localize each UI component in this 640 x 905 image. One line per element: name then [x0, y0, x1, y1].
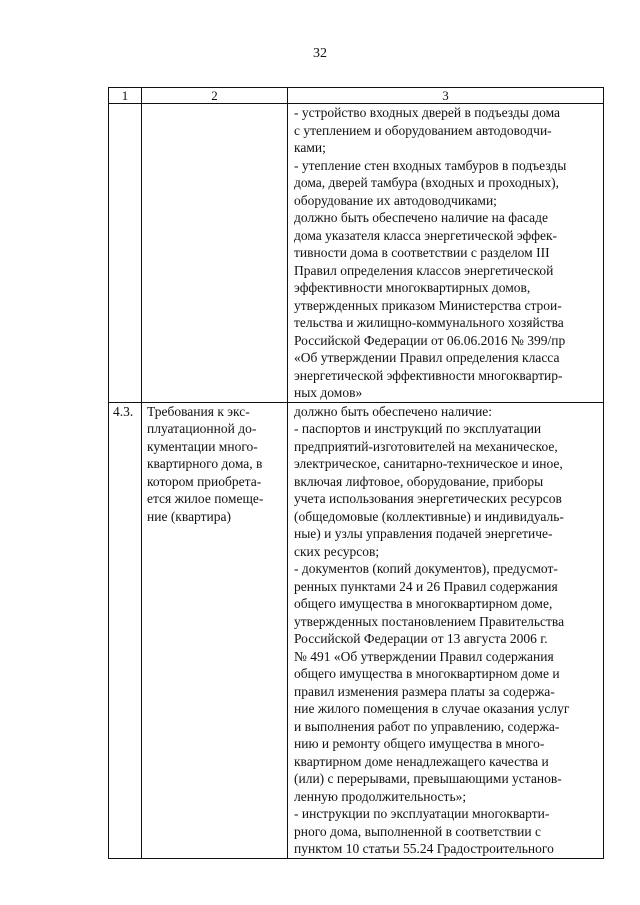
text-line: учета использования энергетических ресурсов — [294, 491, 562, 506]
header-cell-1: 1 — [109, 88, 142, 104]
text-line: с утеплением и оборудованием автодоводчи- — [294, 122, 552, 138]
requirement-name-cell — [142, 402, 288, 858]
text-line: квартирном доме ненадлежащего качества и — [294, 753, 549, 769]
text-line: ленную продолжительность»; — [294, 788, 467, 804]
table-header-row — [109, 88, 604, 104]
text-line: пунктом 10 статьи 55.24 Градостроительного — [294, 841, 554, 856]
text-line: - паспортов и инструкций по эксплуатации — [294, 421, 542, 436]
table-row — [109, 402, 604, 858]
text-line: эффективности многоквартирных домов, — [294, 280, 531, 295]
text-line: котором приобрета- — [147, 473, 262, 489]
text-line: и выполнения работ по управлению, содержа- — [294, 718, 560, 734]
text-line: предприятий-изготовителей на механическое, — [294, 438, 558, 454]
text-line: Требования к экс- — [147, 403, 250, 419]
text-line: Российской Федерации от 13 августа 2006 г. — [294, 631, 548, 646]
text-line: - инструкции по эксплуатации многокварти- — [294, 806, 550, 821]
text-line: общего имущества в многоквартирном доме, — [294, 596, 553, 611]
text-line: электрическое, санитарно-техническое и иное, — [294, 456, 563, 471]
requirements-table — [108, 87, 604, 859]
text-line: утвержденных приказом Министерства строи- — [294, 297, 562, 313]
header-cell-2: 2 — [142, 88, 288, 104]
text-line: ние жилого помещения в случае оказания услуг — [294, 701, 570, 716]
text-line: (общедомовые (коллективные) и индивидуаль- — [294, 508, 564, 524]
text-line: квартирного дома, в — [147, 456, 263, 471]
text-line: Правил определения классов энергетической — [294, 262, 554, 278]
text-line: оборудование их автодоводчиками; — [294, 192, 497, 208]
requirement-text-cell — [288, 104, 604, 403]
text-line: ется жилое помеще- — [147, 491, 264, 506]
text-line: - утепление стен входных тамбуров в подъезды — [294, 157, 567, 173]
text-line: (или) с перерывами, превышающими установ- — [294, 771, 562, 786]
table-row — [109, 104, 604, 403]
text-line: рного дома, выполненной в соответствии с — [294, 823, 541, 839]
text-line: нию и ремонту общего имущества в много- — [294, 736, 545, 751]
row-number-cell: 4.3. — [109, 402, 142, 858]
text-line: плуатационной до- — [147, 421, 257, 436]
row-number-cell — [109, 104, 142, 403]
text-line: общего имущества в многоквартирном доме и — [294, 666, 560, 681]
text-line: ные) и узлы управления подачей энергетиче- — [294, 526, 553, 541]
text-line: тивности дома в соответствии с разделом III — [294, 245, 550, 260]
text-line: ние (квартира) — [147, 508, 231, 524]
text-line: дома, дверей тамбура (входных и проходных), — [294, 175, 559, 190]
text-line: ками; — [294, 140, 326, 155]
text-line: тельства и жилищно-коммунального хозяйства — [294, 315, 564, 330]
text-line: - документов (копий документов), предусмот- — [294, 561, 558, 576]
requirement-text-cell — [288, 402, 604, 858]
text-line: утвержденных постановлением Правительства — [294, 613, 565, 629]
text-line: ренных пунктами 24 и 26 Правил содержания — [294, 578, 558, 594]
text-line: кументации много- — [147, 438, 258, 454]
text-line: № 491 «Об утверждении Правил содержания — [294, 648, 554, 664]
text-line: Российской Федерации от 06.06.2016 № 399/пр — [294, 332, 566, 348]
requirement-name-cell — [142, 104, 288, 403]
text-line: правил изменения размера платы за содержа- — [294, 683, 555, 699]
page-number: 32 — [313, 46, 327, 61]
text-line: энергетической эффективности многоквартир- — [294, 367, 563, 383]
text-line: - устройство входных дверей в подъезды дома — [294, 105, 561, 120]
header-cell-3: 3 — [288, 88, 604, 104]
text-line: дома указателя класса энергетической эффек- — [294, 227, 558, 243]
text-line: включая лифтовое, оборудование, приборы — [294, 473, 544, 489]
text-line: должно быть обеспечено наличие на фасаде — [294, 210, 549, 225]
text-line: «Об утверждении Правил определения класса — [294, 350, 560, 365]
text-line: должно быть обеспечено наличие: — [294, 403, 493, 419]
text-line: ских ресурсов; — [294, 543, 380, 559]
text-line: ных домов» — [294, 385, 363, 400]
